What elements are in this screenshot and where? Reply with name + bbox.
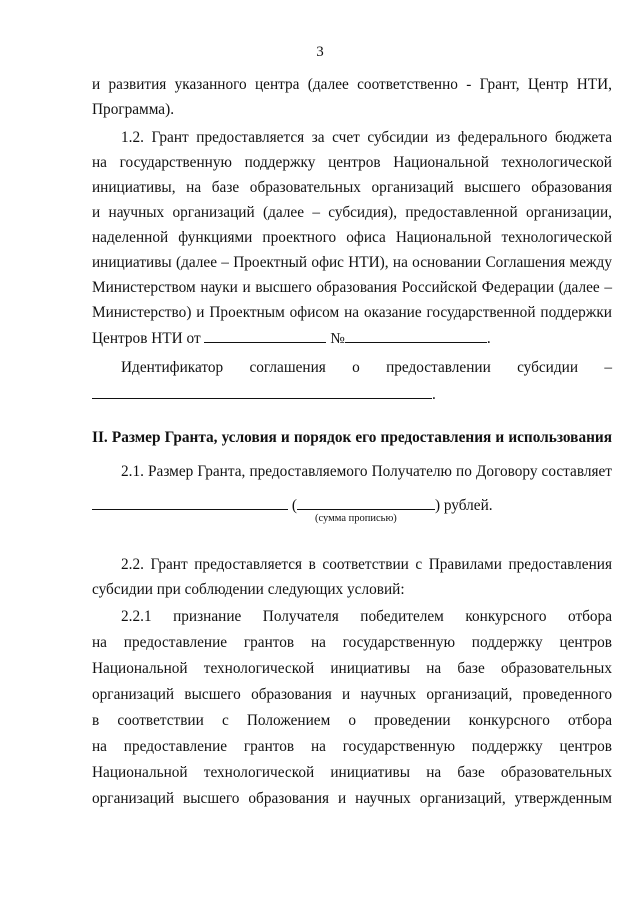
amount-caption: (сумма прописью) [315,513,397,524]
section-heading: II. Размер Гранта, условия и порядок его предоставления и использования [92,429,612,446]
text-line: Национальной технологической инициативы на базе образовательных [92,764,612,781]
text-fragment: ( [291,497,297,514]
amount-words-blank-field [297,495,435,510]
text-line: организаций высшего образования и научных организаций, утвержденным [92,790,612,807]
date-blank-field [204,328,326,343]
grant-amount-line [92,495,612,515]
text-line: наделенной функциями проектного офиса Национальной технологической [92,229,612,246]
text-line: 2.1. Размер Гранта, предоставляемого Получателю по Договору составляет [121,463,612,480]
text-fragment: ) рублей. [434,497,493,514]
identifier-blank-field [92,384,432,399]
text-line: на предоставление грантов на государственную поддержку центров [92,634,612,651]
text-line: 2.2. Грант предоставляется в соответствии с Правилами предоставления [121,556,612,573]
text-line: и развития указанного центра (далее соответственно - Грант, Центр НТИ, [92,76,612,93]
text-fragment: . [486,330,491,347]
text-line: инициативы (далее – Проектный офис НТИ), на основании Соглашения между [92,254,612,271]
text-line: Программа). [92,101,175,118]
text-line: Национальной технологической инициативы на базе образовательных [92,660,612,677]
agreement-date-line [92,328,612,348]
text-line: на государственную поддержку центров Национальной технологической [92,154,612,171]
text-line: организаций высшего образования и научных организаций, проведенного [92,686,612,703]
text-fragment: Центров НТИ от [92,330,201,347]
text-line: Идентификатор соглашения о предоставлении субсидии – [121,359,612,376]
number-blank-field [345,328,487,343]
number-sign: № [330,330,345,347]
identifier-blank-line [92,384,612,404]
amount-blank-field [92,495,288,510]
text-line: субсидии при соблюдении следующих условий: [92,581,405,598]
text-line: 1.2. Грант предоставляется за счет субсидии из федерального бюджета [121,129,612,146]
text-line: 2.2.1 признание Получателя победителем конкурсного отбора [121,608,612,625]
text-line: Министерство) и Проектным офисом на оказание государственной поддержки [92,304,612,321]
text-line: в соответствии с Положением о проведении конкурсного отбора [92,712,612,729]
text-line: и научных организаций (далее – субсидия), предоставленной организации, [92,204,612,221]
text-line: Министерством науки и высшего образования Российской Федерации (далее – [92,279,612,296]
text-line: на предоставление грантов на государственную поддержку центров [92,738,612,755]
text-fragment: . [432,386,436,403]
page-number: 3 [316,44,324,60]
text-line: инициативы, на базе образовательных организаций высшего образования [92,179,612,196]
